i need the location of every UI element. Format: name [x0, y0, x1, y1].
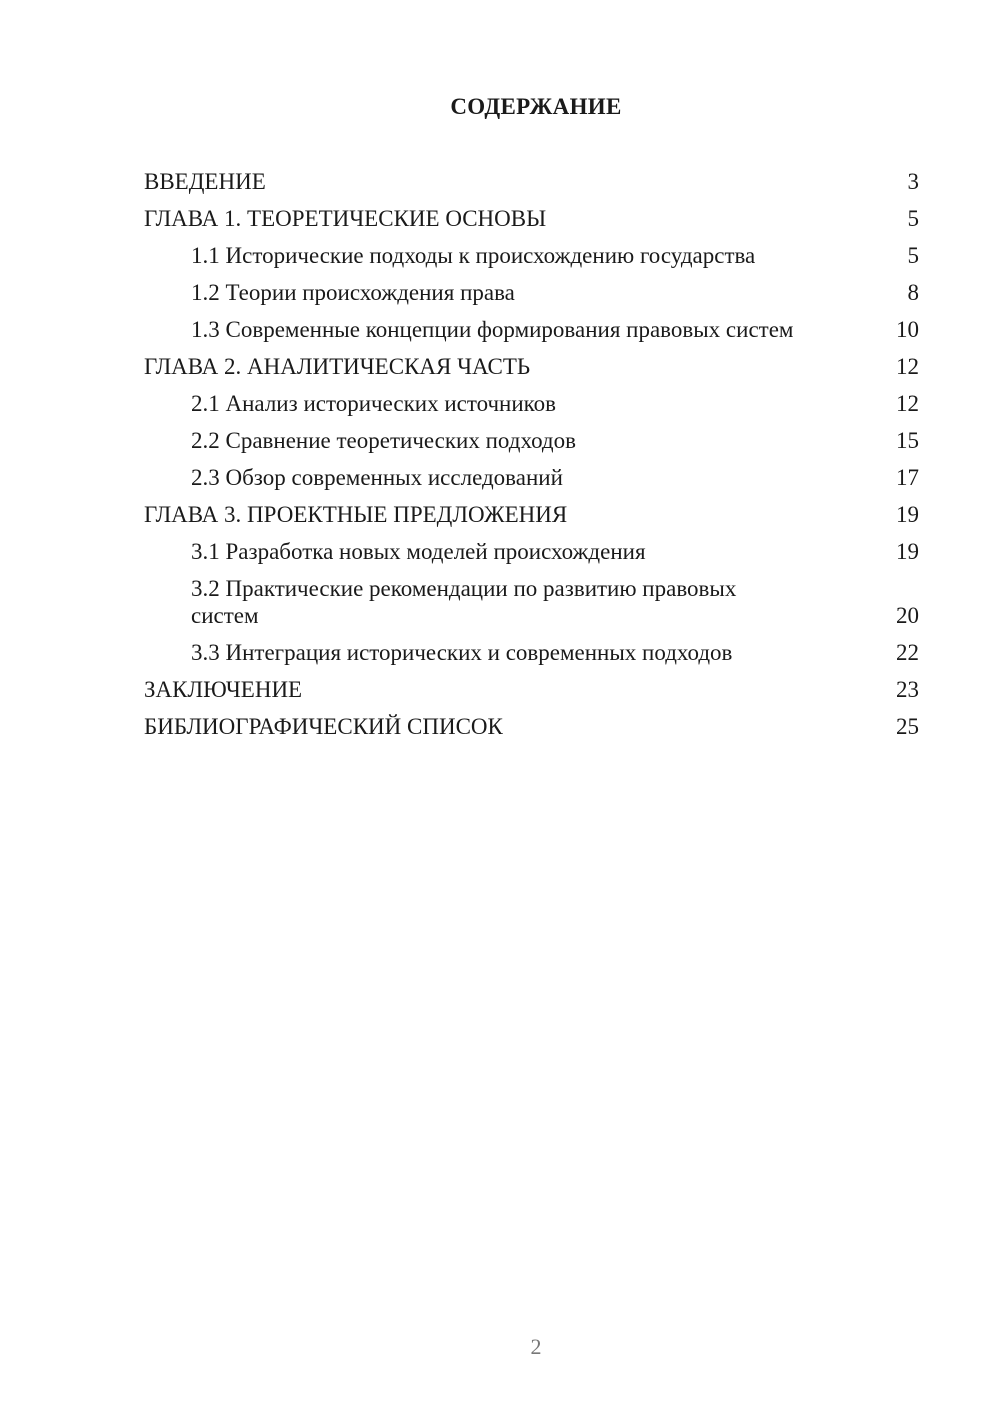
toc-title: СОДЕРЖАНИЕ [450, 94, 622, 119]
toc-entry-label: 1.2 Теории происхождения права [191, 280, 515, 305]
toc-entry-label: ЗАКЛЮЧЕНИЕ [144, 677, 303, 702]
toc-entry-label: ВВЕДЕНИЕ [144, 169, 266, 194]
toc-entry-page: 19 [896, 539, 919, 564]
toc-entry-label: 2.2 Сравнение теоретических подходов [191, 428, 576, 453]
toc-entry-label: 3.2 Практические рекомендации по развитию правовых систем [191, 576, 737, 628]
toc-entry-page: 10 [896, 317, 919, 342]
toc-entry-page: 20 [896, 603, 919, 628]
toc-entry-conclusion[interactable] [144, 676, 919, 703]
toc-entry-page: 3 [907, 169, 919, 194]
toc-entry-section-2-3[interactable] [144, 464, 919, 491]
toc-entry-chapter-1[interactable] [144, 205, 919, 232]
toc-entry-section-3-2[interactable] [144, 575, 919, 629]
toc-entry-introduction[interactable] [144, 168, 919, 195]
page-number: 2 [530, 1334, 542, 1359]
toc-entry-label: 1.1 Исторические подходы к происхождению государства [191, 243, 756, 268]
toc-entry-chapter-2[interactable] [144, 353, 919, 380]
toc-entry-page: 17 [896, 465, 919, 490]
toc-entry-section-3-1[interactable] [144, 538, 919, 565]
toc-entry-section-3-3[interactable] [144, 639, 919, 666]
toc-entry-label: 3.3 Интеграция исторических и современных подходов [191, 640, 733, 665]
toc-entry-section-1-3[interactable] [144, 316, 919, 343]
toc-entry-page: 12 [896, 391, 919, 416]
toc-entry-label: БИБЛИОГРАФИЧЕСКИЙ СПИСОК [144, 714, 503, 739]
toc-entry-page: 5 [907, 206, 919, 231]
toc-entry-label: 3.1 Разработка новых моделей происхождения [191, 539, 646, 564]
toc-entry-page: 25 [896, 714, 919, 739]
toc-entry-label: 2.1 Анализ исторических источников [191, 391, 557, 416]
toc-entry-label: ГЛАВА 1. ТЕОРЕТИЧЕСКИЕ ОСНОВЫ [144, 206, 547, 231]
toc-entry-chapter-3[interactable] [144, 501, 919, 528]
toc-entry-section-2-2[interactable] [144, 427, 919, 454]
toc-entry-bibliography[interactable] [144, 713, 919, 740]
toc-entry-label: 1.3 Современные концепции формирования правовых систем [191, 317, 794, 342]
toc-entry-label: 2.3 Обзор современных исследований [191, 465, 563, 490]
toc-entry-section-2-1[interactable] [144, 390, 919, 417]
toc-entry-page: 12 [896, 354, 919, 379]
toc-entry-page: 22 [896, 640, 919, 665]
toc-entry-page: 23 [896, 677, 919, 702]
toc-entry-section-1-2[interactable] [144, 279, 919, 306]
toc-entry-page: 19 [896, 502, 919, 527]
toc-entry-section-1-1[interactable] [144, 242, 919, 269]
toc-entry-label: ГЛАВА 3. ПРОЕКТНЫЕ ПРЕДЛОЖЕНИЯ [144, 502, 568, 527]
toc-entry-page: 15 [896, 428, 919, 453]
toc-entry-label: ГЛАВА 2. АНАЛИТИЧЕСКАЯ ЧАСТЬ [144, 354, 531, 379]
table-of-contents [144, 168, 919, 750]
toc-entry-page: 8 [907, 280, 919, 305]
toc-entry-page: 5 [907, 243, 919, 268]
